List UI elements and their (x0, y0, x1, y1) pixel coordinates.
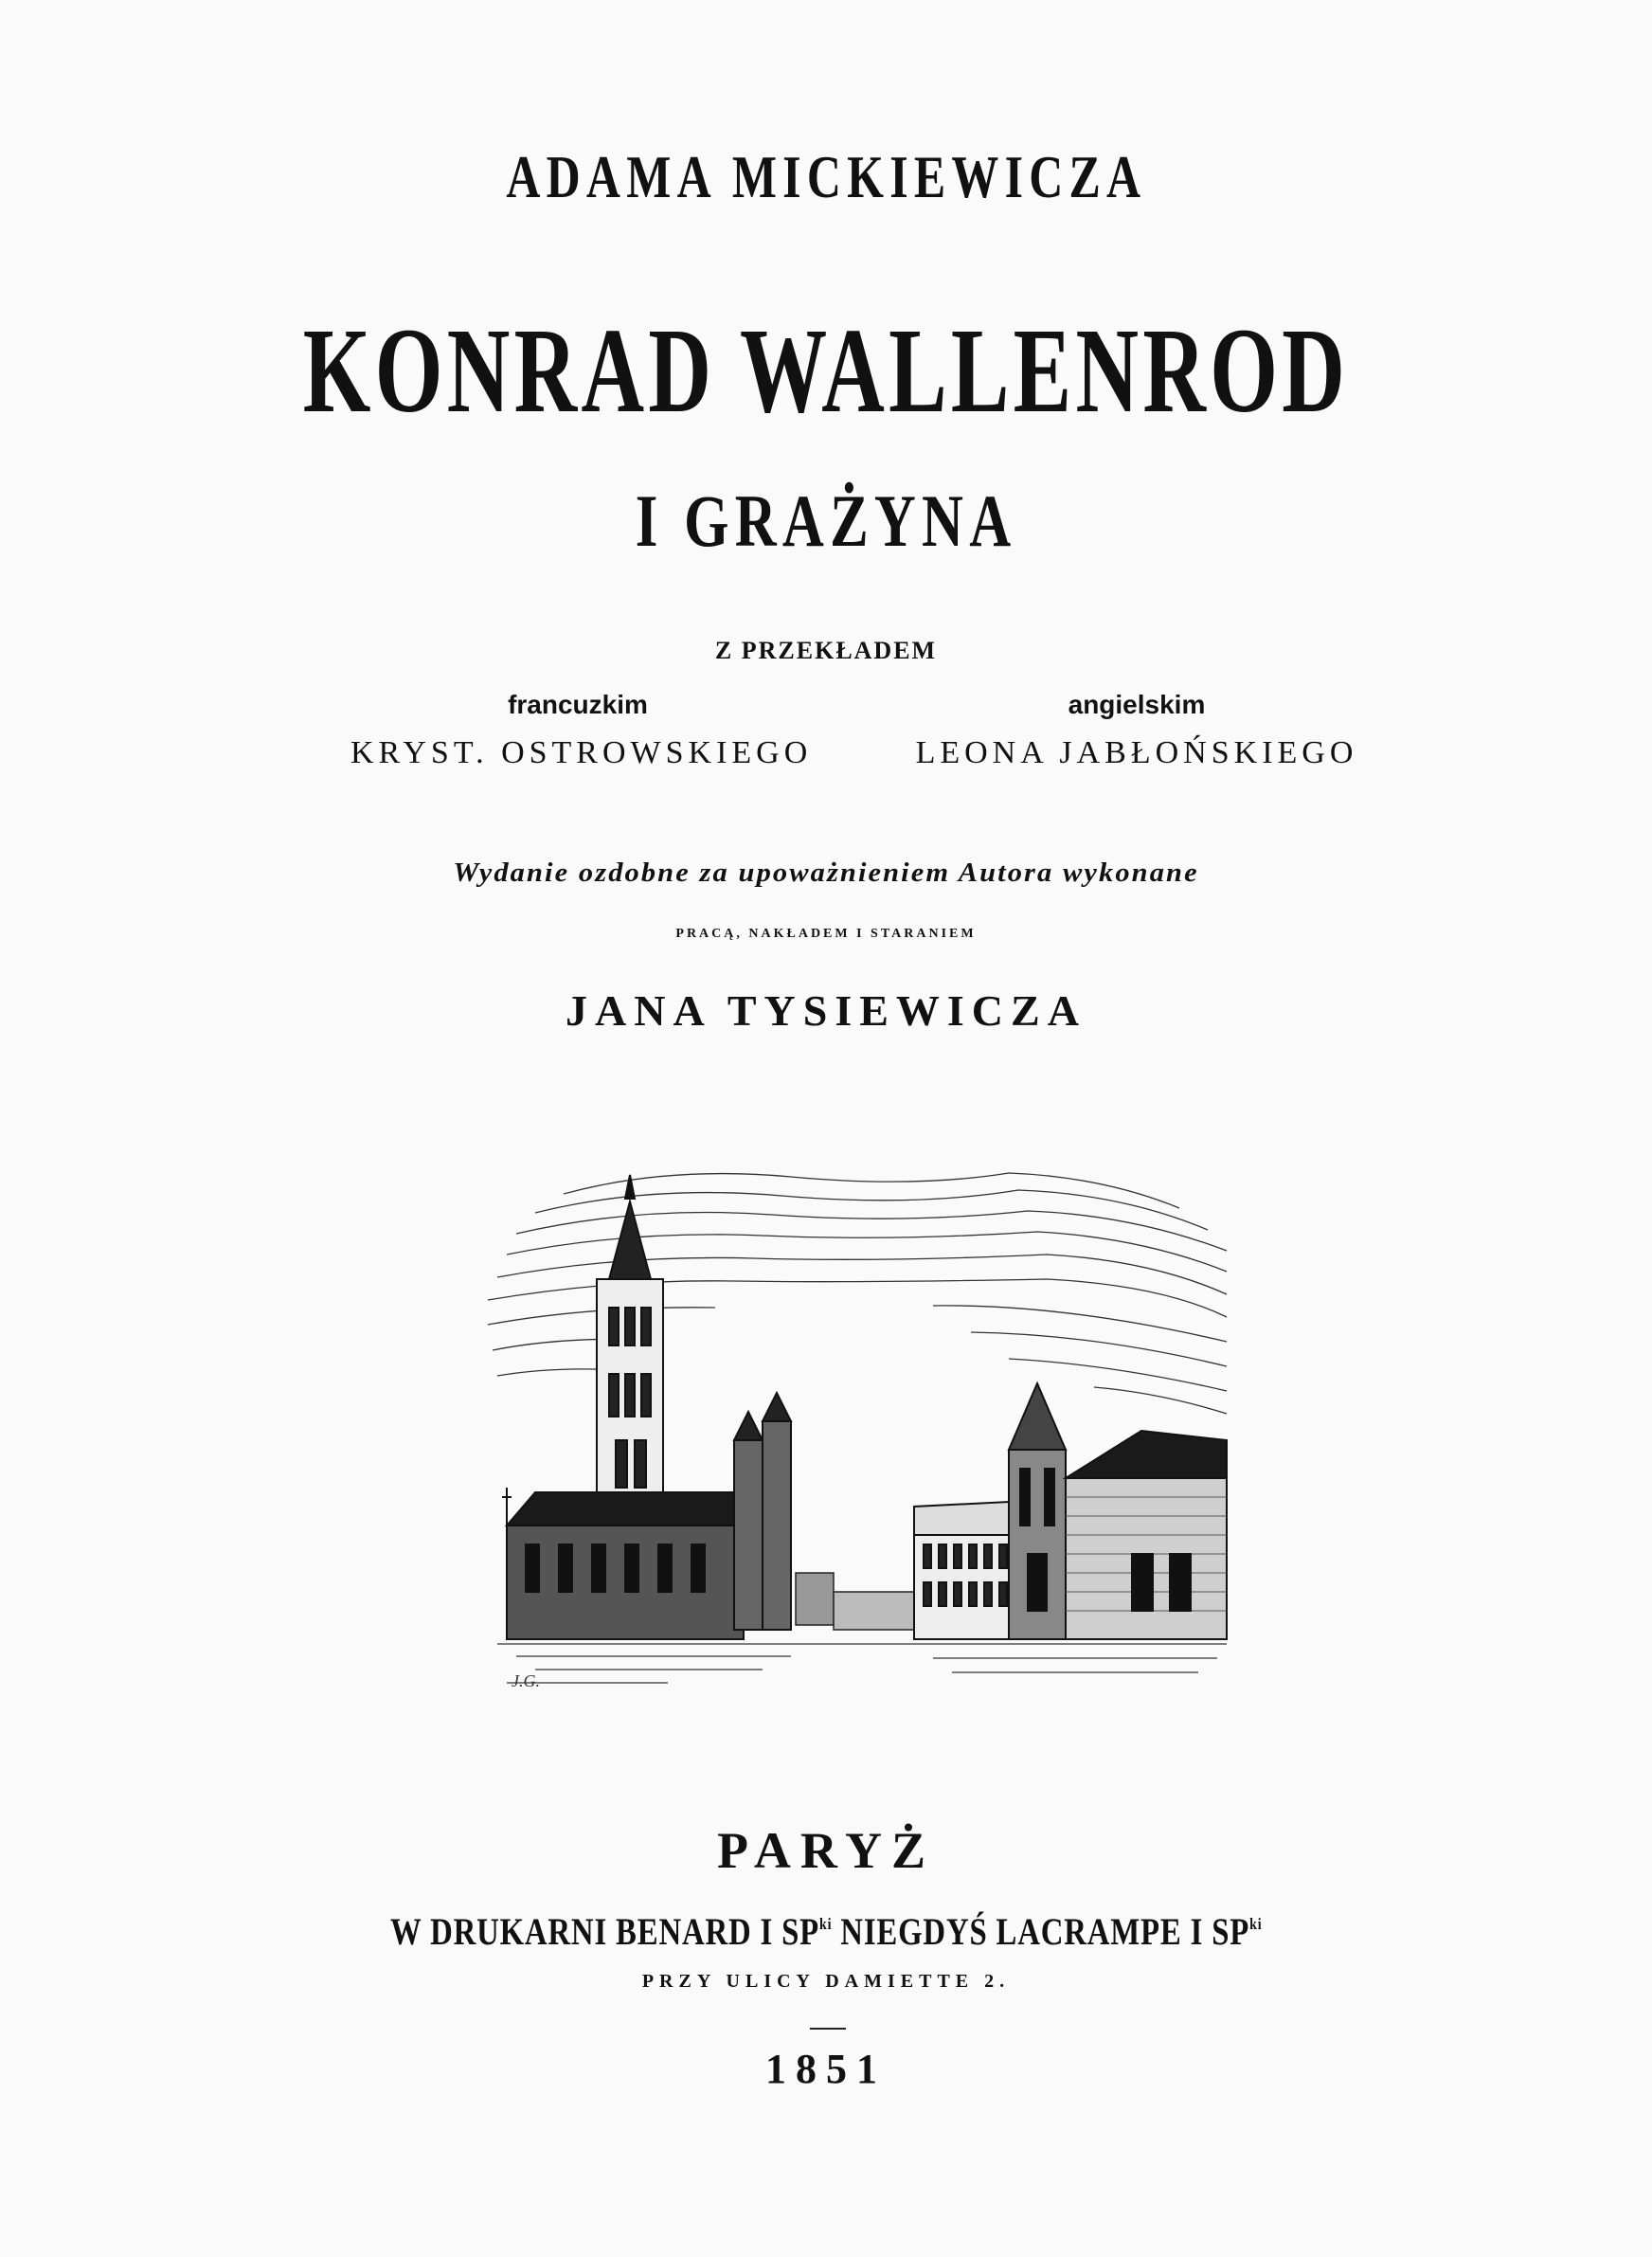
gothic-gable (1009, 1383, 1066, 1639)
illustration-signature: J.G. (512, 1671, 540, 1690)
castle-engraving (478, 1156, 1236, 1696)
distant-wall (796, 1573, 924, 1630)
translator-french: KRYST. OSTROWSKIEGO (350, 735, 813, 770)
right-wing (1066, 1431, 1227, 1639)
palace (914, 1502, 1018, 1639)
printing-house: W DRUKARNI BENARD I $SP^{ki}$ NIEGDYŚ LACRAMPE I $SP^{ki}$ (389, 1910, 1263, 1953)
translator-english: LEONA JABŁOŃSKIEGO (915, 735, 1358, 770)
publication-city: PARYŻ (716, 1822, 936, 1879)
ground-hatching (497, 1644, 1227, 1683)
church-nave (502, 1488, 744, 1639)
translation-language-french: francuzkim (508, 690, 648, 719)
publisher-name: JANA TYSIEWICZA (566, 986, 1086, 1035)
book-title: KONRAD WALLENROD (302, 303, 1350, 438)
church-tower (597, 1175, 663, 1497)
translation-language-english: angielskim (1068, 690, 1206, 719)
publication-year: 1851 (765, 2046, 887, 2092)
edition-note: Wydanie ozdobne za upoważnieniem Autora wykonane (453, 858, 1199, 888)
small-turrets (734, 1393, 791, 1630)
author-name: ADAMA MICKIEWICZA (505, 143, 1147, 210)
publisher-labor-line: PRACĄ, NAKŁADEM I STARANIEM (675, 927, 977, 941)
divider-rule (810, 2028, 846, 2030)
translation-intro: Z PRZEKŁADEM (714, 637, 938, 664)
press-street-address: PRZY ULICY DAMIETTE 2. (641, 1971, 1011, 1992)
book-subtitle: I GRAŻYNA (635, 479, 1017, 562)
